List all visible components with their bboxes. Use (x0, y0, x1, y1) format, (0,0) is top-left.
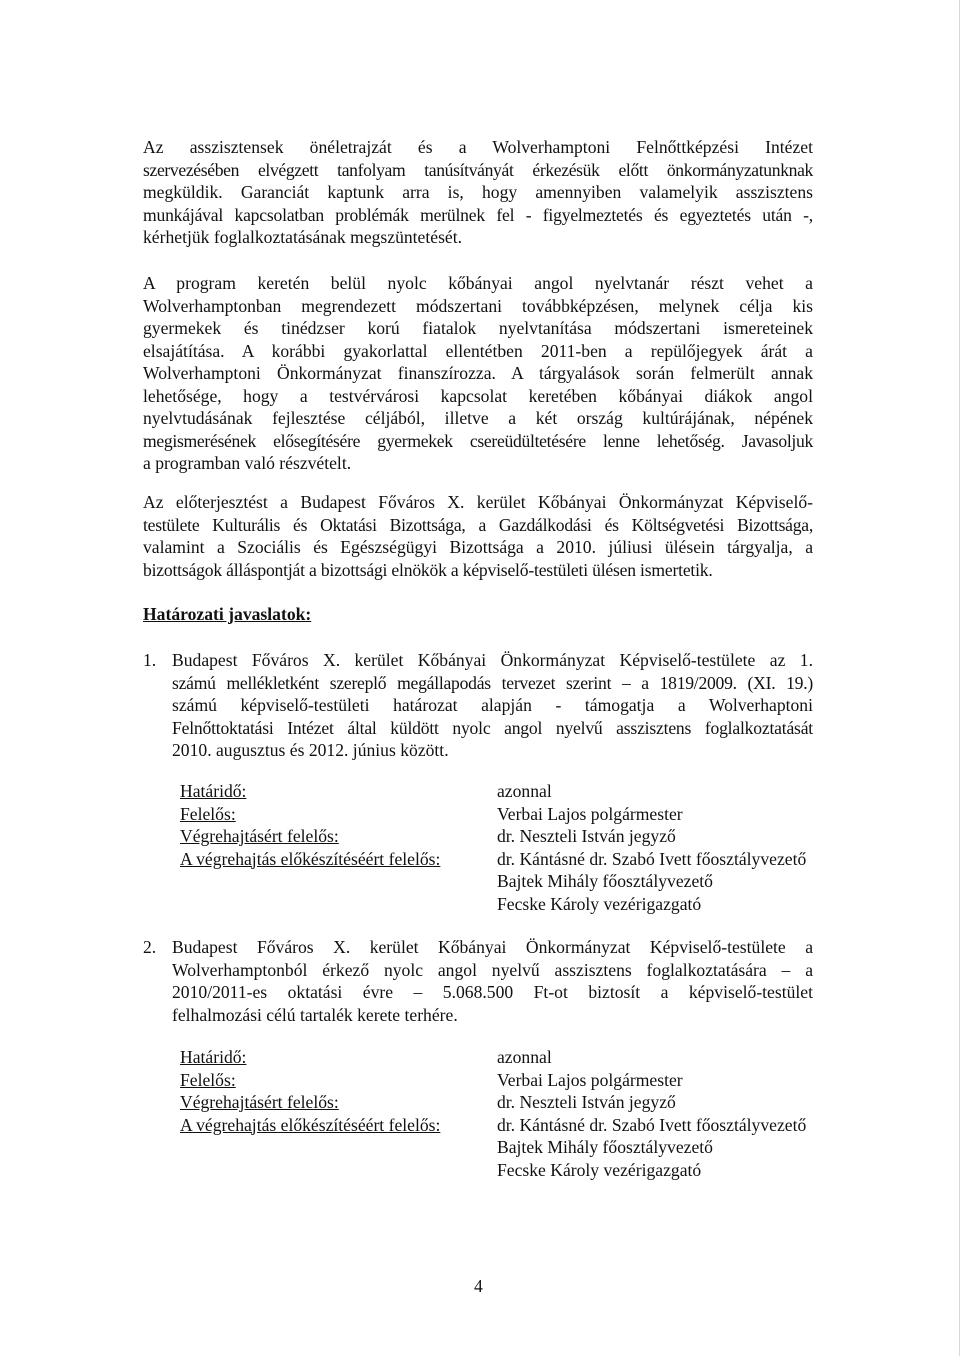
paragraph-line: megismerésének elősegítésére gyermekek csereüdültetésére lenne lehetőség. Javasoljuk (143, 430, 813, 451)
responsible-value: Verbai Lajos polgármester (497, 803, 683, 824)
responsible-value: Verbai Lajos polgármester (497, 1069, 683, 1090)
execution-responsible-value: dr. Neszteli István jegyző (497, 826, 676, 846)
paragraph-line: valamint a Szociális és Egészségügyi Bizottsága a 2010. júliusi ülésein tárgyalja, a (143, 537, 813, 557)
page-number: 4 (474, 1276, 483, 1296)
deadline-label: Határidő: (180, 1047, 247, 1067)
paragraph-line: gyermekek és tinédzser korú fiatalok nyelvtanítása módszertani ismereteinek (143, 318, 813, 338)
item-line: 2010/2011-es oktatási évre – 5.068.500 Ft-ot biztosít a képviselő-testület (172, 982, 813, 1002)
deadline-value: azonnal (497, 1047, 552, 1067)
deadline-label: Határidő: (180, 781, 247, 801)
paragraph-line: szervezésében elvégzett tanfolyam tanúsítványát érkezésük előtt önkormányzatunknak (143, 159, 813, 180)
resolutions-heading: Határozati javaslatok: (143, 604, 312, 624)
item-line: Budapest Főváros X. kerület Kőbányai Önkormányzat Képviselő-testülete az 1. (172, 650, 813, 670)
paragraph-line: testülete Kulturális és Oktatási Bizottsága, a Gazdálkodási és Költségvetési Bizottsága, (143, 514, 813, 535)
paragraph-line: A program keretén belül nyolc kőbányai angol nyelvtanár részt vehet a (143, 273, 813, 293)
preparation-responsible-value: dr. Kántásné dr. Szabó Ivett főosztályvezető (497, 1114, 807, 1135)
item-line: Budapest Főváros X. kerület Kőbányai Önkormányzat Képviselő-testülete a (172, 937, 813, 957)
responsible-label: Felelős: (180, 803, 236, 824)
execution-responsible-value: dr. Neszteli István jegyző (497, 1092, 676, 1112)
item-line: Felnőttoktatási Intézet által küldött nyolc angol nyelvű asszisztens foglalkoztatását (172, 717, 813, 738)
paragraph-line: kérhetjük foglalkoztatásának megszüntetését. (143, 227, 463, 247)
preparation-responsible-label: A végrehajtás előkészítéséért felelős: (180, 1114, 441, 1135)
paragraph-line: megküldik. Garanciát kaptunk arra is, hogy amennyiben valamelyik asszisztens (143, 182, 813, 202)
item-line: Wolverhamptonból érkező nyolc angol nyelvű asszisztens foglalkoztatására – a (172, 959, 813, 980)
responsibility-values-2 (497, 1046, 806, 1181)
paragraph-line: munkájával kapcsolatban problémák merülnek fel - figyelmeztetés és egyeztetés után -, (143, 204, 813, 225)
paragraph-line: Az előterjesztést a Budapest Főváros X. kerület Kőbányai Önkormányzat Képviselő- (143, 492, 813, 512)
paragraph-line: bizottságok álláspontját a bizottsági elnökök a képviselő-testületi ülésen ismertetik. (143, 559, 713, 580)
paragraph-line: a programban való részvételt. (143, 453, 352, 473)
paragraph-3 (143, 491, 813, 581)
preparation-responsible-value: Bajtek Mihály főosztályvezető (497, 871, 713, 891)
item-line: felhalmozási célú tartalék kerete terhére. (172, 1004, 458, 1025)
paragraph-1 (143, 136, 813, 249)
preparation-responsible-value: dr. Kántásné dr. Szabó Ivett főosztályvezető (497, 848, 807, 869)
preparation-responsible-label: A végrehajtás előkészítéséért felelős: (180, 848, 441, 869)
deadline-value: azonnal (497, 781, 552, 801)
paragraph-line: elsajátítása. A korábbi gyakorlattal ellentétben 2011-ben a repülőjegyek árát a (143, 340, 813, 361)
execution-responsible-label: Végrehajtásért felelős: (180, 826, 339, 846)
paragraph-line: nyelvtudásának fejlesztése céljából, illetve a két ország kultúrájának, népének (143, 408, 813, 428)
paragraph-line: Wolverhamptonban megrendezett módszertani továbbképzésen, melynek célja kis (143, 295, 813, 316)
execution-responsible-label: Végrehajtásért felelős: (180, 1092, 339, 1112)
item-line: 2010. augusztus és 2012. június között. (172, 740, 449, 760)
responsibility-values-1 (497, 780, 806, 915)
responsibility-labels-1 (180, 780, 440, 870)
paragraph-2 (143, 272, 813, 475)
preparation-responsible-value: Fecske Károly vezérigazgató (497, 893, 702, 914)
paragraph-line: Wolverhamptoni Önkormányzat finanszírozza. A tárgyalások során felmerült annak (143, 363, 813, 383)
resolution-item-2 (172, 936, 813, 1026)
item-line: számú képviselő-testületi határozat alapján - támogatja a Wolverhaptoni (172, 695, 813, 715)
resolution-item-1 (172, 649, 813, 762)
responsibility-labels-2 (180, 1046, 440, 1136)
preparation-responsible-value: Bajtek Mihály főosztályvezető (497, 1137, 713, 1157)
paragraph-line: lehetősége, hogy a testvérvárosi kapcsolat keretében kőbányai diákok angol (143, 385, 813, 406)
paragraph-line: Az asszisztensek önéletrajzát és a Wolverhamptoni Felnőttképzési Intézet (143, 137, 813, 157)
item-number: 2. (143, 937, 157, 957)
preparation-responsible-value: Fecske Károly vezérigazgató (497, 1159, 702, 1180)
responsible-label: Felelős: (180, 1069, 236, 1090)
item-number: 1. (143, 650, 157, 670)
item-line: számú mellékletként szereplő megállapodás tervezet szerint – a 1819/2009. (XI. 19.) (172, 672, 813, 693)
